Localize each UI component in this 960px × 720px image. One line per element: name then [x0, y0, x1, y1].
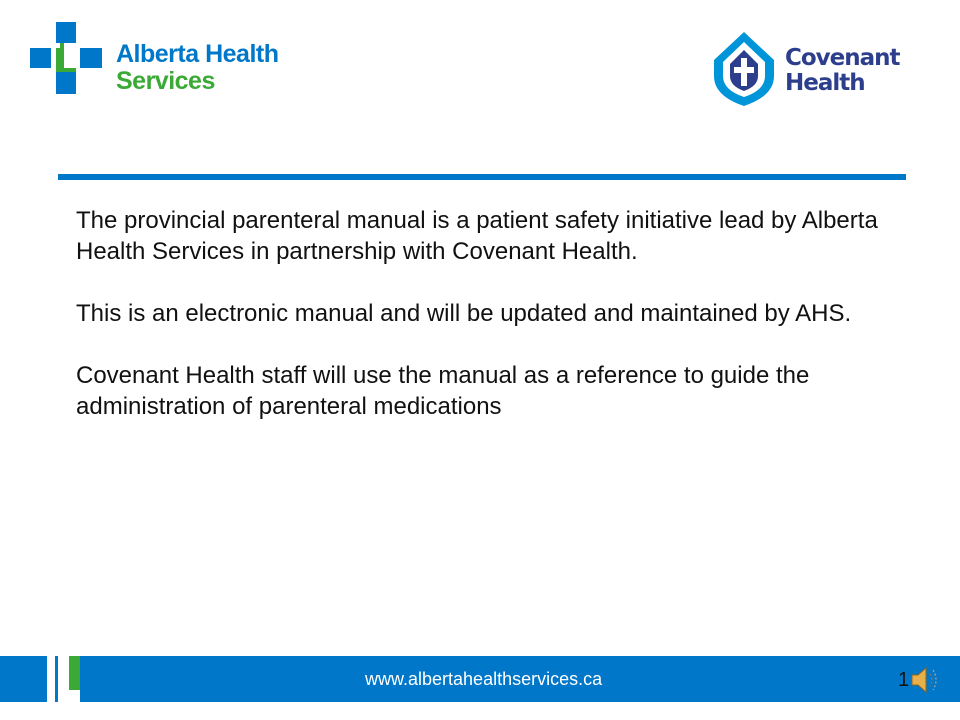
slide-body: [76, 205, 906, 422]
ahs-logo: [30, 22, 280, 102]
footer-bar: [0, 656, 960, 702]
speaker-icon[interactable]: [908, 664, 942, 696]
title-divider: [58, 174, 906, 180]
cross-shield-icon: [712, 30, 776, 108]
paragraph-covenant-staff: Covenant Health staff will use the manual as a reference to guide the administration of parenteral medications: [76, 362, 810, 420]
page-number: 1: [898, 669, 910, 691]
bottom-margin: [0, 702, 960, 720]
ahs-logo-line2: Services: [116, 67, 215, 95]
plus-cross-icon: [30, 22, 106, 98]
paragraph-electronic-manual: This is an electronic manual and will be updated and maintained by AHS.: [76, 300, 852, 327]
ahs-logo-line1: Alberta Health: [116, 40, 279, 68]
footer-url[interactable]: www.albertahealthservices.ca: [365, 669, 603, 689]
footer-accent-stripe: [47, 656, 55, 702]
covenant-logo-line2: Health: [785, 70, 865, 96]
footer-accent-green: [69, 656, 80, 690]
covenant-logo-line1: Covenant: [785, 45, 900, 71]
covenant-health-logo: [712, 30, 922, 110]
paragraph-partnership: The provincial parenteral manual is a patient safety initiative lead by Alberta Health Services in partnership with Covenant Health.: [76, 207, 878, 265]
